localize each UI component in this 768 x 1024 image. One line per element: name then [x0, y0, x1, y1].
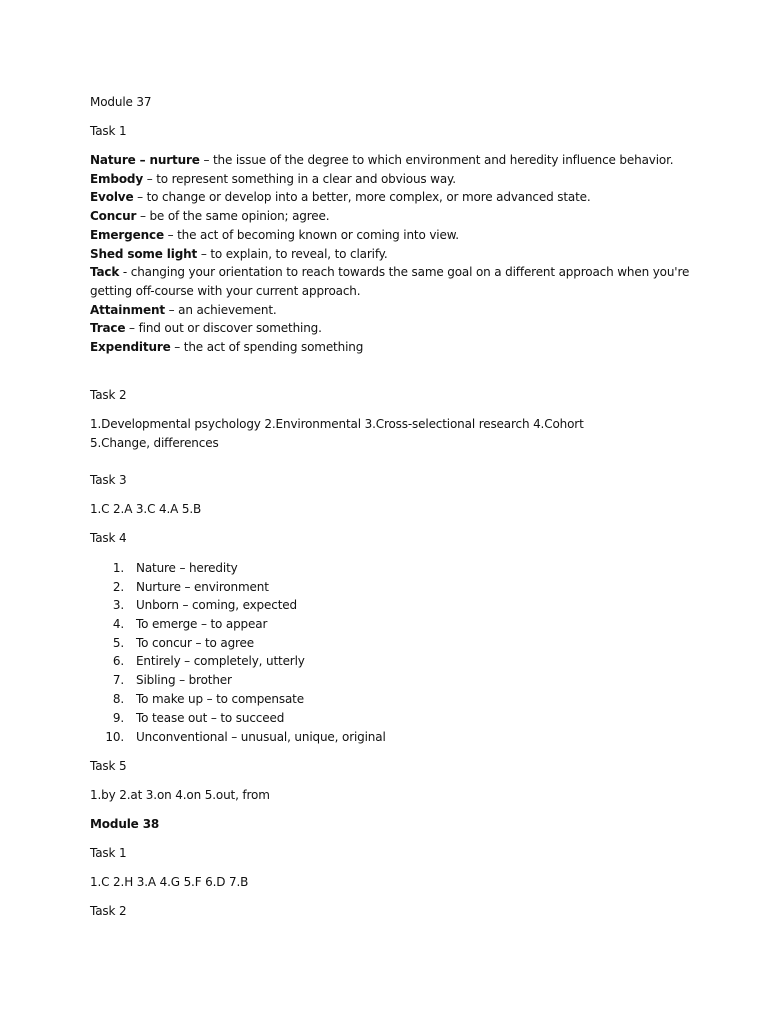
- definition-term: Emergence: [90, 228, 164, 242]
- task-3-answers: 1.C 2.A 3.C 4.A 5.B: [90, 502, 202, 516]
- list-item-number: 5.: [112, 636, 124, 650]
- list-item-number: 1.: [112, 561, 124, 575]
- definition-nature-nurture: [90, 151, 673, 169]
- definition-term: Nature – nurture: [90, 153, 200, 167]
- list-item-text: Sibling – brother: [136, 673, 232, 687]
- list-item-number: 7.: [112, 673, 124, 687]
- module-37-task-1-title: Task 1: [90, 124, 127, 138]
- task-5-answers: 1.by 2.at 3.on 4.on 5.out, from: [90, 788, 270, 802]
- module-37-title: Module 37: [90, 95, 152, 109]
- definition-text: – to change or develop into a better, more complex, or more advanced state.: [133, 190, 591, 204]
- definition-term: Embody: [90, 172, 144, 186]
- definition-term: Trace: [90, 321, 126, 335]
- definition-term: Concur: [90, 209, 137, 223]
- definition-term: Expenditure: [90, 340, 171, 354]
- definition-text: – to explain, to reveal, to clarify.: [197, 247, 388, 261]
- list-item-text: Nurture – environment: [136, 580, 269, 594]
- definition-term: Attainment: [90, 303, 165, 317]
- definition-shed-some-light: [90, 245, 388, 263]
- definition-expenditure: [90, 338, 363, 356]
- definition-term: Tack: [90, 265, 120, 279]
- definition-trace: [90, 319, 322, 337]
- definition-concur: [90, 207, 329, 225]
- list-item-number: 10.: [105, 730, 124, 744]
- module-38-task-1-title: Task 1: [90, 846, 127, 860]
- definition-tack-continued: getting off-course with your current approach.: [90, 284, 361, 298]
- list-item-number: 8.: [112, 692, 124, 706]
- list-item-number: 6.: [112, 654, 124, 668]
- definition-text: – find out or discover something.: [125, 321, 322, 335]
- module-38-task-1-answers: 1.C 2.H 3.A 4.G 5.F 6.D 7.B: [90, 875, 249, 889]
- module-38-title: Module 38: [90, 817, 160, 831]
- definition-embody: [90, 170, 456, 188]
- list-item-text: To emerge – to appear: [136, 617, 268, 631]
- definition-text: – the act of spending something: [170, 340, 364, 354]
- module-38-task-2-title: Task 2: [90, 904, 127, 918]
- definition-text: – an achievement.: [164, 303, 277, 317]
- definition-text: – the act of becoming known or coming into view.: [163, 228, 459, 242]
- definition-evolve: [90, 188, 591, 206]
- definition-text: – the issue of the degree to which environment and heredity influence behavior.: [199, 153, 674, 167]
- list-item-text: Entirely – completely, utterly: [136, 654, 305, 668]
- module-37-task-4-title: Task 4: [90, 531, 127, 545]
- definition-text: - changing your orientation to reach towards the same goal on a different approach when you're: [119, 265, 690, 279]
- list-item-text: To concur – to agree: [136, 636, 255, 650]
- definition-attainment: [90, 301, 277, 319]
- definition-term: Shed some light: [90, 247, 198, 261]
- definition-text: – be of the same opinion; agree.: [136, 209, 330, 223]
- module-37-task-3-title: Task 3: [90, 473, 127, 487]
- list-item-number: 4.: [112, 617, 124, 631]
- list-item-text: Nature – heredity: [136, 561, 238, 575]
- definition-text: – to represent something in a clear and obvious way.: [143, 172, 456, 186]
- definition-tack: [90, 263, 689, 281]
- list-item-number: 3.: [112, 598, 124, 612]
- task-2-answers-line-2: 5.Change, differences: [90, 436, 219, 450]
- list-item-text: Unborn – coming, expected: [136, 598, 297, 612]
- module-37-task-2-title: Task 2: [90, 388, 127, 402]
- list-item-text: Unconventional – unusual, unique, original: [136, 730, 386, 744]
- task-2-answers-line-1: 1.Developmental psychology 2.Environmental 3.Cross-selectional research 4.Cohort: [90, 417, 584, 431]
- definition-term: Evolve: [90, 190, 134, 204]
- list-item-number: 2.: [112, 580, 124, 594]
- list-item-text: To make up – to compensate: [136, 692, 304, 706]
- list-item-text: To tease out – to succeed: [136, 711, 285, 725]
- definition-emergence: [90, 226, 459, 244]
- list-item-number: 9.: [112, 711, 124, 725]
- module-37-task-5-title: Task 5: [90, 759, 127, 773]
